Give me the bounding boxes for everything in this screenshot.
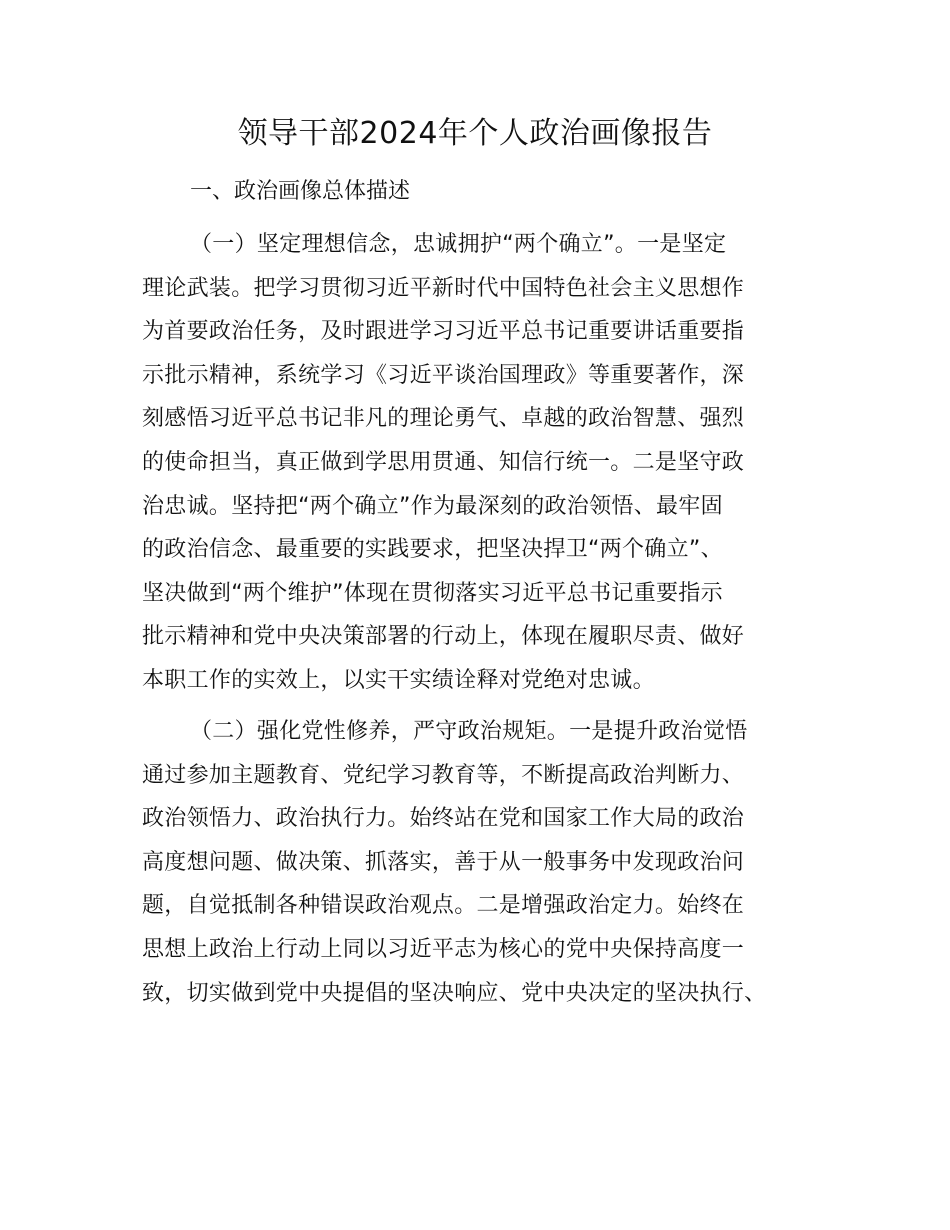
paragraph-line: （二）强化党性修养，严守政治规矩。一是提升政治觉悟 [190, 719, 748, 744]
paragraph-2 [142, 710, 766, 1015]
paragraph-line: 刻感悟习近平总书记非凡的理论勇气、卓越的政治智慧、强烈 [142, 406, 745, 432]
paragraph-line: 治忠诚。坚持把“两个确立”作为最深刻的政治领悟、最牢固 [142, 493, 723, 519]
paragraph-line: 坚决做到“两个维护”体现在贯彻落实习近平总书记重要指示 [142, 580, 723, 606]
paragraph-line: 为首要政治任务，及时跟进学习习近平总书记重要讲话重要指 [142, 319, 745, 345]
paragraph-line: 政治领悟力、政治执行力。始终站在党和国家工作大局的政治 [142, 806, 745, 832]
section-heading: 一、政治画像总体描述 [190, 179, 411, 204]
paragraph-line: 示批示精神，系统学习《习近平谈治国理政》等重要著作，深 [142, 362, 745, 388]
paragraph-line: 本职工作的实效上，以实干实绩诠释对党绝对忠诚。 [142, 667, 655, 693]
paragraph-line: 题，自觉抵制各种错误政治观点。二是增强政治定力。始终在 [142, 893, 745, 919]
paragraph-line: 的使命担当，真正做到学思用贯通、知信行统一。二是坚守政 [142, 449, 745, 475]
paragraph-line: （一）坚定理想信念，忠诚拥护“两个确立”。一是坚定 [190, 232, 727, 257]
document-title: 领导干部2024年个人政治画像报告 [237, 116, 713, 151]
paragraph-line: 通过参加主题教育、党纪学习教育等，不断提高政治判断力、 [142, 762, 745, 788]
paragraph-line: 高度想问题、做决策、抓落实，善于从一般事务中发现政治问 [142, 849, 745, 875]
paragraph-line: 的政治信念、最重要的实践要求，把坚决捍卫“两个确立”、 [142, 537, 723, 563]
paragraph-1 [142, 223, 744, 703]
paragraph-line: 致，切实做到党中央提倡的坚决响应、党中央决定的坚决执行、 [142, 980, 767, 1006]
paragraph-line: 批示精神和党中央决策部署的行动上，体现在履职尽责、做好 [142, 624, 745, 650]
paragraph-line: 理论武装。把学习贯彻习近平新时代中国特色社会主义思想作 [142, 275, 745, 301]
paragraph-line: 思想上政治上行动上同以习近平志为核心的党中央保持高度一 [142, 936, 745, 962]
